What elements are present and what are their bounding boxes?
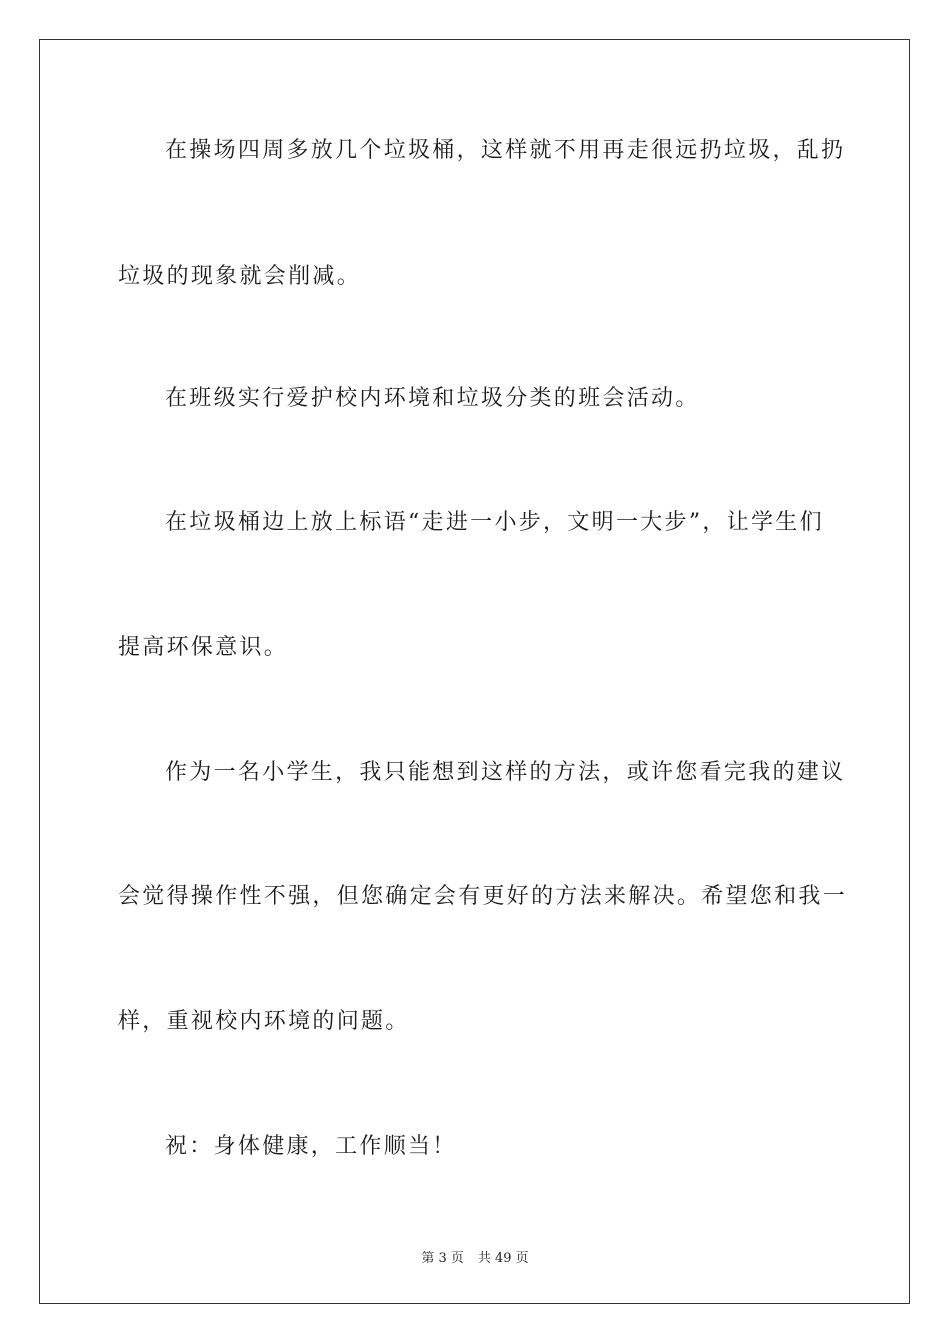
paragraph-line: 提高环保意识。 xyxy=(118,635,289,660)
paragraph-line: 在垃圾桶边上放上标语“走进一小步，文明一大步”，让学生们 xyxy=(165,510,824,535)
paragraph-line: 样，重视校内环境的问题。 xyxy=(118,1009,410,1034)
page-footer xyxy=(0,1247,950,1266)
paragraph-line: 作为一名小学生，我只能想到这样的方法，或许您看完我的建议 xyxy=(165,760,846,785)
page-border xyxy=(39,39,910,1304)
total-pages: 共 49 页 xyxy=(477,1251,529,1266)
paragraph-line: 会觉得操作性不强，但您确定会有更好的方法来解决。希望您和我一 xyxy=(118,884,848,909)
paragraph-line: 在班级实行爱护校内环境和垃圾分类的班会活动。 xyxy=(165,386,700,411)
page-number: 第 3 页 xyxy=(421,1251,464,1266)
paragraph-line: 在操场四周多放几个垃圾桶，这样就不用再走很远扔垃圾，乱扔 xyxy=(165,138,846,163)
closing-line: 祝：身体健康，工作顺当！ xyxy=(165,1134,457,1159)
paragraph-line: 垃圾的现象就会削减。 xyxy=(118,264,362,289)
